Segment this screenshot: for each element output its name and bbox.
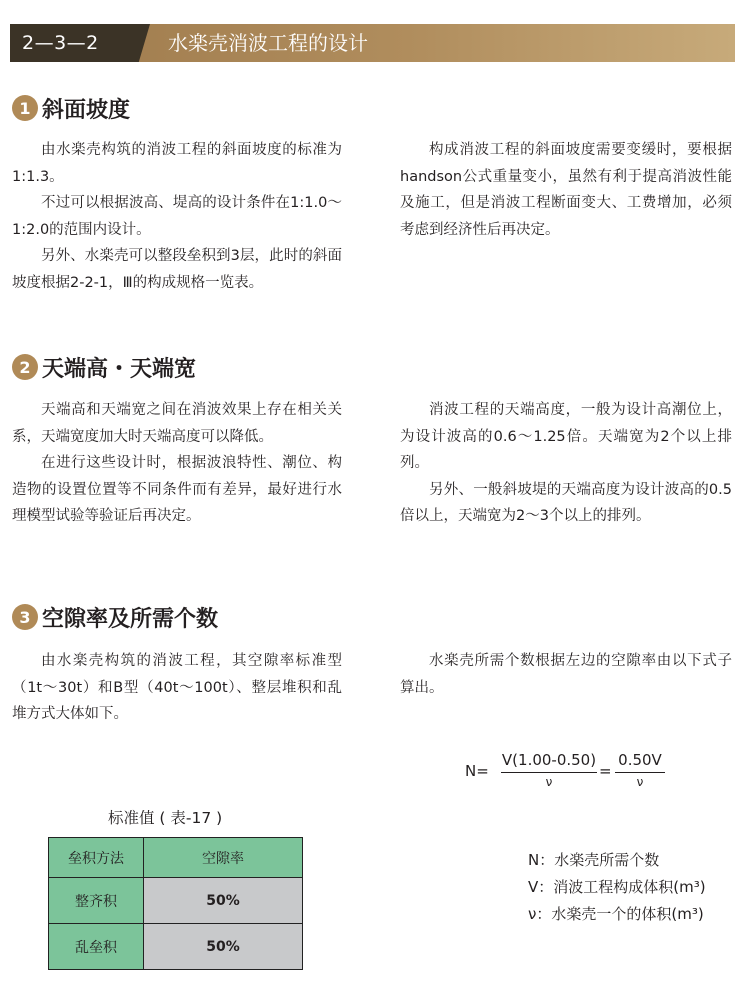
- text-line: 在进行这些设计时，根据波浪特性、潮位、构造物的设置位置等不同条件而有差异，最好进行水理模型试验等验证后再决定。: [12, 455, 342, 524]
- row-value: 50%: [144, 878, 303, 924]
- subsection-title: 天端高・天端宽: [42, 356, 197, 382]
- numerator: V(1.00-0.50): [501, 750, 597, 773]
- numerator: 0.50V: [615, 750, 665, 773]
- paragraph-left-2: [12, 397, 342, 530]
- section-header: [10, 24, 735, 62]
- section-number: 2—3—2: [22, 32, 99, 54]
- legend-line-n: N：水楽壳所需个数: [528, 851, 660, 869]
- denominator: ν: [636, 775, 644, 789]
- formula: [465, 750, 685, 800]
- subsection-heading-1: [12, 93, 130, 123]
- text-line: 不过可以根据波高、堤高的设计条件在1:1.0～1:2.0的范围内设计。: [12, 195, 342, 238]
- denominator: ν: [545, 775, 553, 789]
- table-caption: 标准值 ( 表-17 ): [108, 809, 223, 827]
- number-badge: 3: [12, 604, 38, 630]
- subsection-heading-2: [12, 352, 196, 382]
- text-line: 消波工程的天端高度，一般为设计高潮位上，为设计波高的0.6～1.25倍。天端宽为2个以上排列。: [400, 402, 732, 471]
- text-line: 由水楽壳构筑的消波工程的斜面坡度的标准为1:1.3。: [12, 142, 342, 185]
- table-row: [49, 924, 303, 970]
- text-line: 天端高和天端宽之间在消波效果上存在相关关系，天端宽度加大时天端高度可以降低。: [12, 402, 342, 445]
- void-ratio-table: [48, 837, 303, 970]
- row-value: 50%: [144, 924, 303, 970]
- paragraph-right-3: [400, 648, 732, 701]
- number-badge: 2: [12, 354, 38, 380]
- text-line: 由水楽壳构筑的消波工程，其空隙率标准型（1t～30t）和B型（40t～100t）、整层堆积和乱堆方式大体如下。: [12, 653, 342, 722]
- subsection-heading-3: [12, 602, 218, 632]
- equals-sign: =: [599, 762, 612, 780]
- paragraph-right-1: [400, 137, 732, 243]
- text-line: 构成消波工程的斜面坡度需要变缓时，要根据handson公式重量变小，虽然有利于提高消波性能及施工，但是消波工程断面变大、工费增加，必须考虑到经济性后再决定。: [400, 142, 732, 238]
- text-line: 另外、水楽壳可以整段垒积到3层，此时的斜面坡度根据2-2-1，Ⅲ的构成规格一览表。: [12, 248, 342, 291]
- legend-line-nu: ν：水楽壳一个的体积(m³): [528, 905, 704, 923]
- row-label: 乱垒积: [49, 924, 144, 970]
- text-line: 另外、一般斜坡堤的天端高度为设计波高的0.5倍以上，天端宽为2～3个以上的排列。: [400, 481, 732, 524]
- formula-lhs: N=: [465, 762, 489, 780]
- legend-line-v: V：消波工程构成体积(m³): [528, 878, 706, 896]
- number-badge: 1: [12, 95, 38, 121]
- column-header: 空隙率: [144, 838, 303, 878]
- column-header: 垒积方法: [49, 838, 144, 878]
- fraction-1: [501, 750, 597, 791]
- subsection-title: 空隙率及所需个数: [42, 606, 219, 632]
- table-row: [49, 878, 303, 924]
- row-label: 整齐积: [49, 878, 144, 924]
- paragraph-left-3: [12, 648, 342, 728]
- text-line: 水楽壳所需个数根据左边的空隙率由以下式子算出。: [400, 653, 732, 696]
- subsection-title: 斜面坡度: [42, 97, 131, 123]
- paragraph-left-1: [12, 137, 342, 296]
- fraction-2: [615, 750, 665, 791]
- section-title: 水楽壳消波工程的设计: [168, 31, 368, 55]
- table-header-row: [49, 838, 303, 878]
- paragraph-right-2: [400, 397, 732, 530]
